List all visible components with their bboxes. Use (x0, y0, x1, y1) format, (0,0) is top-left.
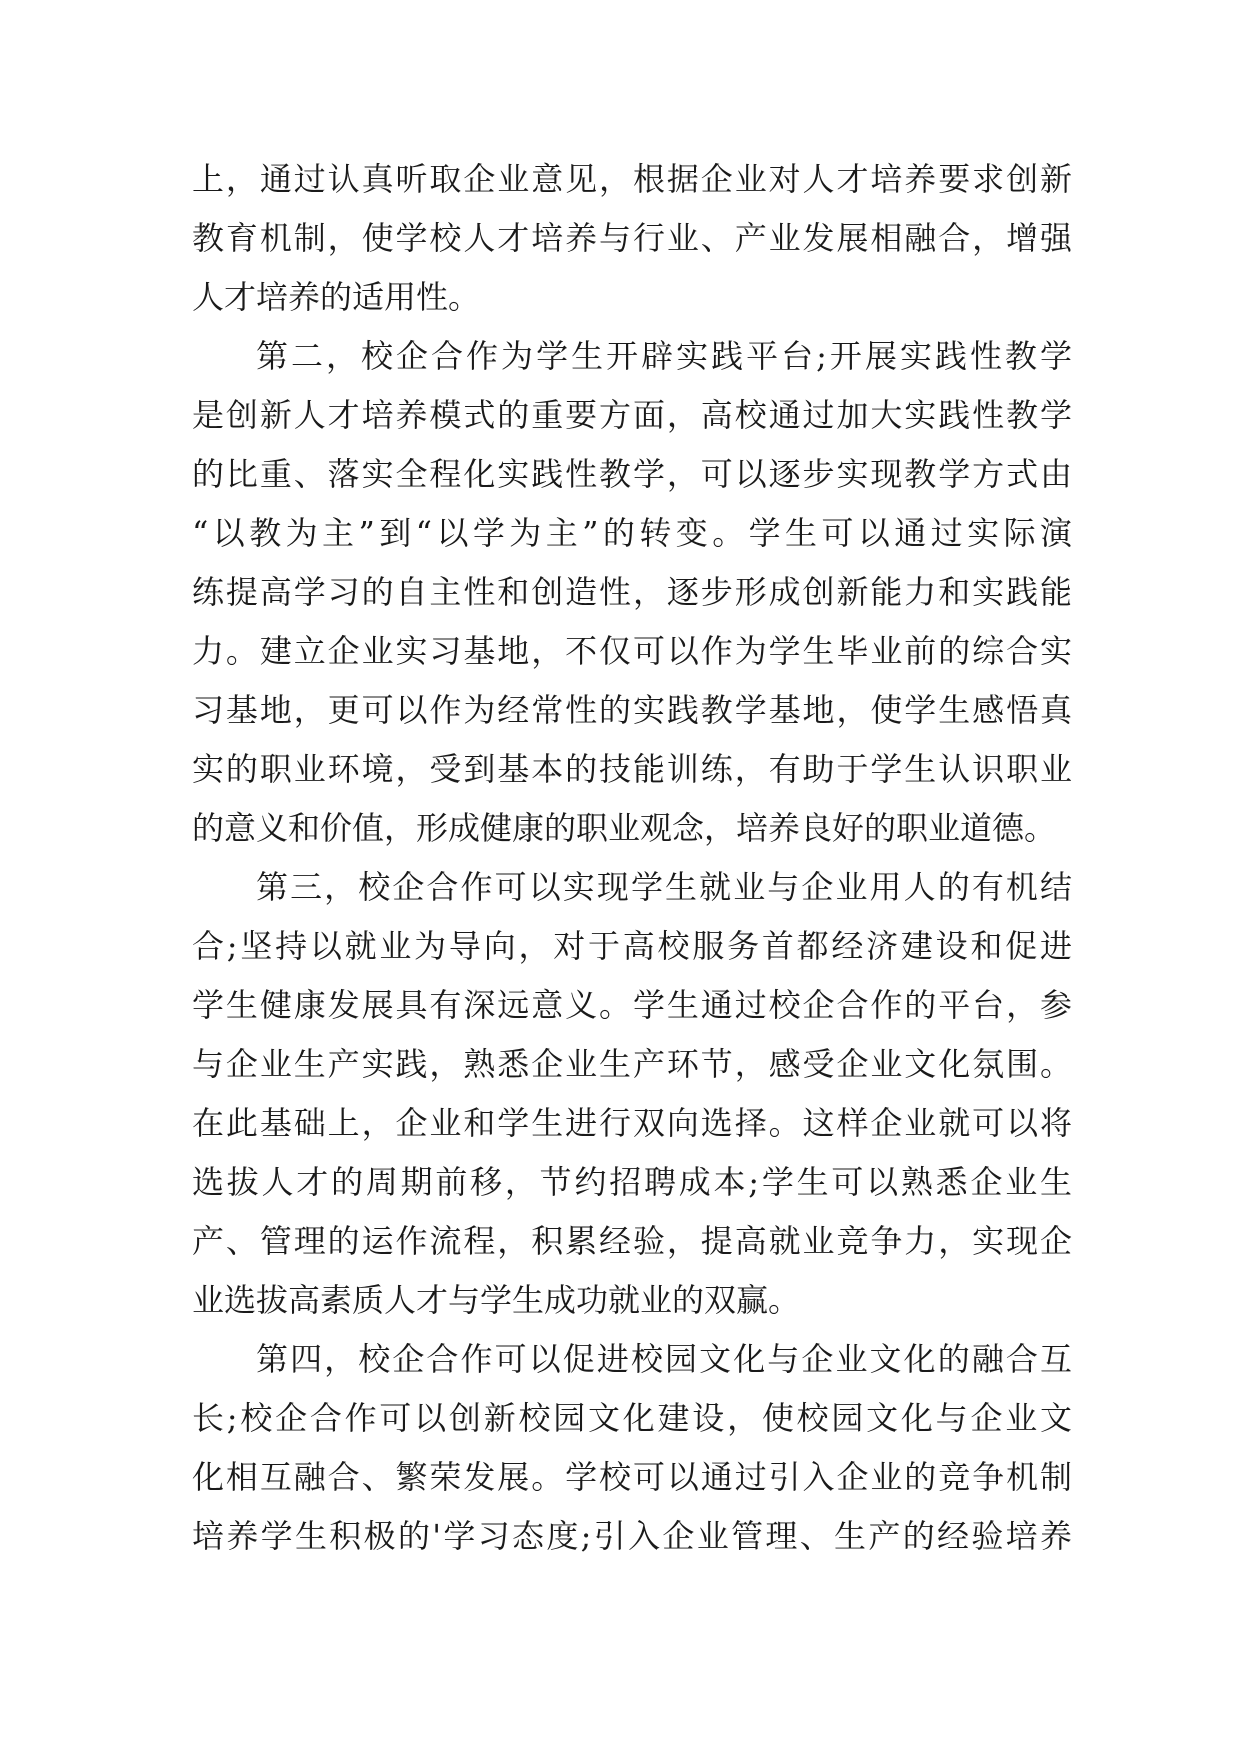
paragraph-fourth (192, 1330, 1072, 1566)
text-line: 第三，校企合作可以实现学生就业与企业用人的有机结 (256, 868, 1072, 906)
text-line: 力。建立企业实习基地，不仅可以作为学生毕业前的综合实 (192, 632, 1072, 670)
text-line: 产、管理的运作流程，积累经验，提高就业竞争力，实现企 (192, 1222, 1072, 1260)
text-line: 第四，校企合作可以促进校园文化与企业文化的融合互 (256, 1340, 1072, 1378)
text-line: 第二，校企合作为学生开辟实践平台;开展实践性教学 (256, 337, 1072, 375)
text-line: 选拔人才的周期前移，节约招聘成本;学生可以熟悉企业生 (192, 1163, 1072, 1201)
text-line: 上，通过认真听取企业意见，根据企业对人才培养要求创新 (192, 160, 1072, 198)
text-line: 与企业生产实践，熟悉企业生产环节，感受企业文化氛围。 (192, 1045, 1072, 1083)
text-line: 的比重、落实全程化实践性教学，可以逐步实现教学方式由 (192, 455, 1072, 493)
text-line: 习基地，更可以作为经常性的实践教学基地，使学生感悟真 (192, 691, 1072, 729)
text-line: 教育机制，使学校人才培养与行业、产业发展相融合，增强 (192, 219, 1072, 257)
body-text (192, 150, 1072, 1566)
text-line: 的意义和价值，形成健康的职业观念，培养良好的职业道德。 (192, 809, 1057, 847)
paragraph-third (192, 858, 1072, 1330)
text-line: 练提高学习的自主性和创造性，逐步形成创新能力和实践能 (192, 573, 1072, 611)
text-line: 化相互融合、繁荣发展。学校可以通过引入企业的竞争机制 (192, 1458, 1072, 1496)
text-line: 业选拔高素质人才与学生成功就业的双赢。 (192, 1281, 801, 1319)
text-line: 长;校企合作可以创新校园文化建设，使校园文化与企业文 (192, 1399, 1072, 1437)
text-line: “以教为主”到“以学为主”的转变。学生可以通过实际演 (192, 514, 1072, 552)
text-line: 人才培养的适用性。 (192, 278, 481, 316)
text-line: 培养学生积极的'学习态度;引入企业管理、生产的经验培养 (192, 1517, 1072, 1555)
text-line: 在此基础上，企业和学生进行双向选择。这样企业就可以将 (192, 1104, 1072, 1142)
text-line: 是创新人才培养模式的重要方面，高校通过加大实践性教学 (192, 396, 1072, 434)
paragraph-second (192, 327, 1072, 858)
text-line: 合;坚持以就业为导向，对于高校服务首都经济建设和促进 (192, 927, 1072, 965)
text-line: 实的职业环境，受到基本的技能训练，有助于学生认识职业 (192, 750, 1072, 788)
paragraph-continuation (192, 150, 1072, 327)
text-line: 学生健康发展具有深远意义。学生通过校企合作的平台，参 (192, 986, 1072, 1024)
